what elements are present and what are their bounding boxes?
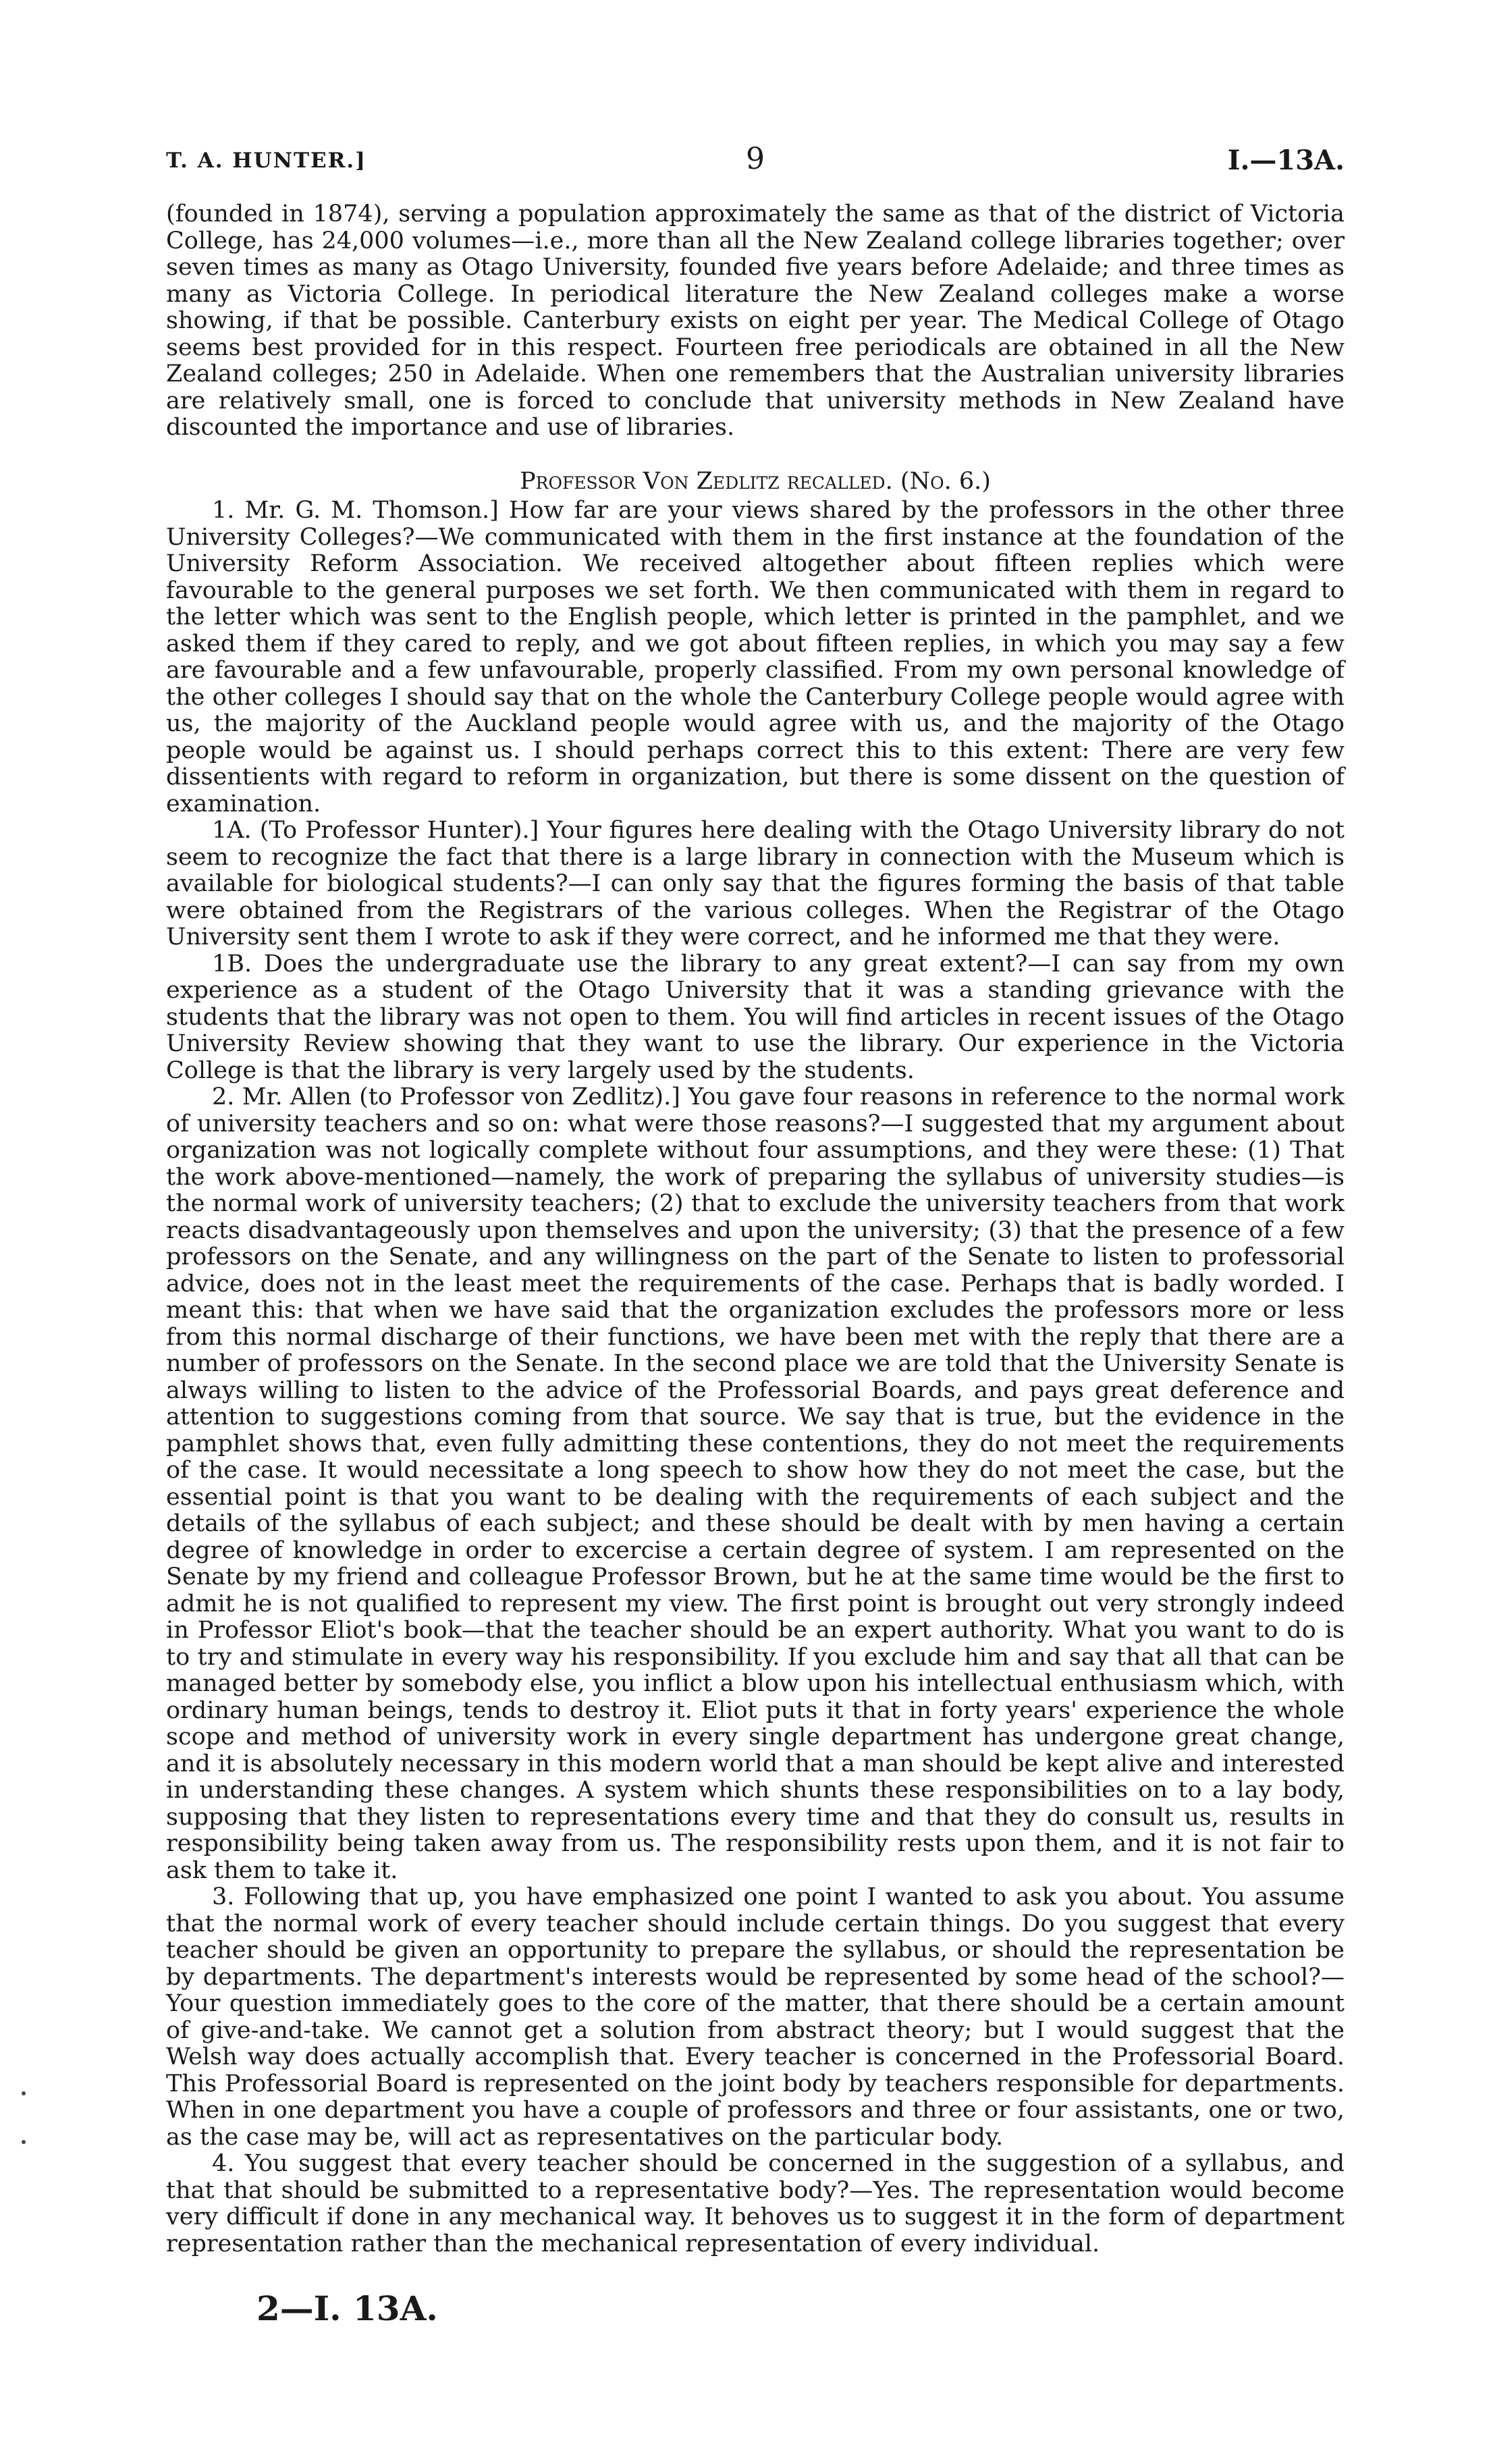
- paragraph-continued: (founded in 1874), serving a population approximately the same as that of the district of Victoria College, has 24,000 volumes—i.e., more than all the New Zealand college libraries together; over seven times as many as Otago University, founded five years before Adelaide; and three times as many as Victoria College. In periodical literature the New Zealand colleges make a worse showing, if that be possible. Canterbury exists on eight per year. The Medical College of Otago seems best provided for in this respect. Fourteen free periodicals are obtained in all the New Zealand colleges; 250 in Adelaide. When one remembers that the Australian university libraries are relatively small, one is forced to conclude that university methods in New Zealand have discounted the importance and use of libraries.: [166, 200, 1345, 441]
- document-body: [166, 201, 1345, 2257]
- paragraph-q1b: 1B. Does the undergraduate use the library to any great extent?—I can say from my own experience as a student of the Otago University that it was a standing grievance with the students that the library was not open to them. You will find articles in recent issues of the Otago University Review showing that they want to use the library. Our experience in the Victoria College is that the library is very largely used by the students.: [166, 950, 1345, 1084]
- document-reference: I.—13A.: [1227, 144, 1345, 176]
- paragraph-q2: 2. Mr. Allen (to Professor von Zedlitz).] You gave four reasons in reference to the normal work of university teachers and so on: what were those reasons?—I suggested that my argument about organization was not logically complete without four assumptions, and they were these: (1) That the work above-mentioned—namely, the work of preparing the syllabus of university studies—is the normal work of university teachers; (2) that to exclude the university teachers from that work reacts disadvantageously upon themselves and upon the university; (3) that the presence of a few professors on the Senate, and any willingness on the part of the Senate to listen to professorial advice, does not in the least meet the requirements of the case. Perhaps that is badly worded. I meant this: that when we have said that the organization excludes the professors more or less from this normal discharge of their functions, we have been met with the reply that there are a number of professors on the Senate. In the second place we are told that the University Senate is always willing to listen to the advice of the Professorial Boards, and pays great deference and attention to suggestions coming from that source. We say that is true, but the evidence in the pamphlet shows that, even fully admitting these contentions, they do not meet the requirements of the case. It would necessitate a long speech to show how they do not meet the case, but the essential point is that you want to be dealing with the requirements of each subject and the details of the syllabus of each subject; and these should be dealt with by men having a certain degree of knowledge in order to excercise a certain degree of system. I am represented on the Senate by my friend and colleague Professor Brown, but he at the same time would be the first to admit he is not qualified to represent my view. The first point is brought out very strongly indeed in Professor Eliot's book—that the teacher should be an expert authority. What you want to do is to try and stimulate in every way his responsibility. If you exclude him and say that all that can be managed better by somebody else, you inflict a blow upon his intellectual enthusiasm which, with ordinary human beings, tends to destroy it. Eliot puts it that in forty years' experience the whole scope and method of university work in every single department has undergone great change, and it is absolutely necessary in this modern world that a man should be kept alive and interested in understanding these changes. A system which shunts these responsibilities on to a lay body, supposing that they listen to representations every time and that they do consult us, results in responsibility being taken away from us. The responsibility rests upon them, and it is not fair to ask them to take it.: [166, 1083, 1345, 1884]
- paragraph-q1: 1. Mr. G. M. Thomson.] How far are your views shared by the professors in the other three University Colleges?—We communicated with them in the first instance at the foundation of the University Reform Association. We received altogether about fifteen replies which were favourable to the general purposes we set forth. We then communicated with them in regard to the letter which was sent to the English people, which letter is printed in the pamphlet, and we asked them if they cared to reply, and we got about fifteen replies, in which you may say a few are favourable and a few unfavourable, properly classified. From my own personal knowledge of the other colleges I should say that on the whole the Canterbury College people would agree with us, the majority of the Auckland people would agree with us, and the majority of the Otago people would be against us. I should perhaps correct this to this extent: There are very few dissentients with regard to reform in organization, but there is some dissent on the question of examination.: [166, 497, 1345, 818]
- page-number: 9: [746, 142, 765, 176]
- paragraph-q1a: 1A. (To Professor Hunter).] Your figures here dealing with the Otago University library do not seem to recognize the fact that there is a large library in connection with the Museum which is available for biological students?—I can only say that the figures forming the basis of that table were obtained from the Registrars of the various colleges. When the Registrar of the Otago University sent them I wrote to ask if they were correct, and he informed me that they were.: [166, 817, 1345, 950]
- header-author: T. A. HUNTER.]: [166, 149, 367, 173]
- paragraph-q3: 3. Following that up, you have emphasized one point I wanted to ask you about. You assume that the normal work of every teacher should include certain things. Do you suggest that every teacher should be given an opportunity to prepare the syllabus, or should the representation be by departments. The department's interests would be represented by some head of the school?—Your question immediately goes to the core of the matter, that there should be a certain amount of give-and-take. We cannot get a solution from abstract theory; but I would suggest that the Welsh way does actually accomplish that. Every teacher is concerned in the Professorial Board. This Professorial Board is represented on the joint body by teachers responsible for departments. When in one department you have a couple of professors and three or four assistants, one or two, as the case may be, will act as representatives on the particular body.: [166, 1883, 1345, 2151]
- margin-dot: [22, 2140, 26, 2144]
- section-heading: Professor Von Zedlitz recalled. (No. 6.): [520, 467, 991, 495]
- margin-dot: [22, 2091, 26, 2095]
- page-header: [166, 142, 1345, 182]
- signature-mark: 2—I. 13A.: [256, 2288, 438, 2328]
- paragraph-q4: 4. You suggest that every teacher should be concerned in the suggestion of a syllabus, and that that should be submitted to a representative body?—Yes. The representation would become very difficult if done in any mechanical way. It behoves us to suggest it in the form of department representation rather than the mechanical representation of every individual.: [166, 2150, 1345, 2257]
